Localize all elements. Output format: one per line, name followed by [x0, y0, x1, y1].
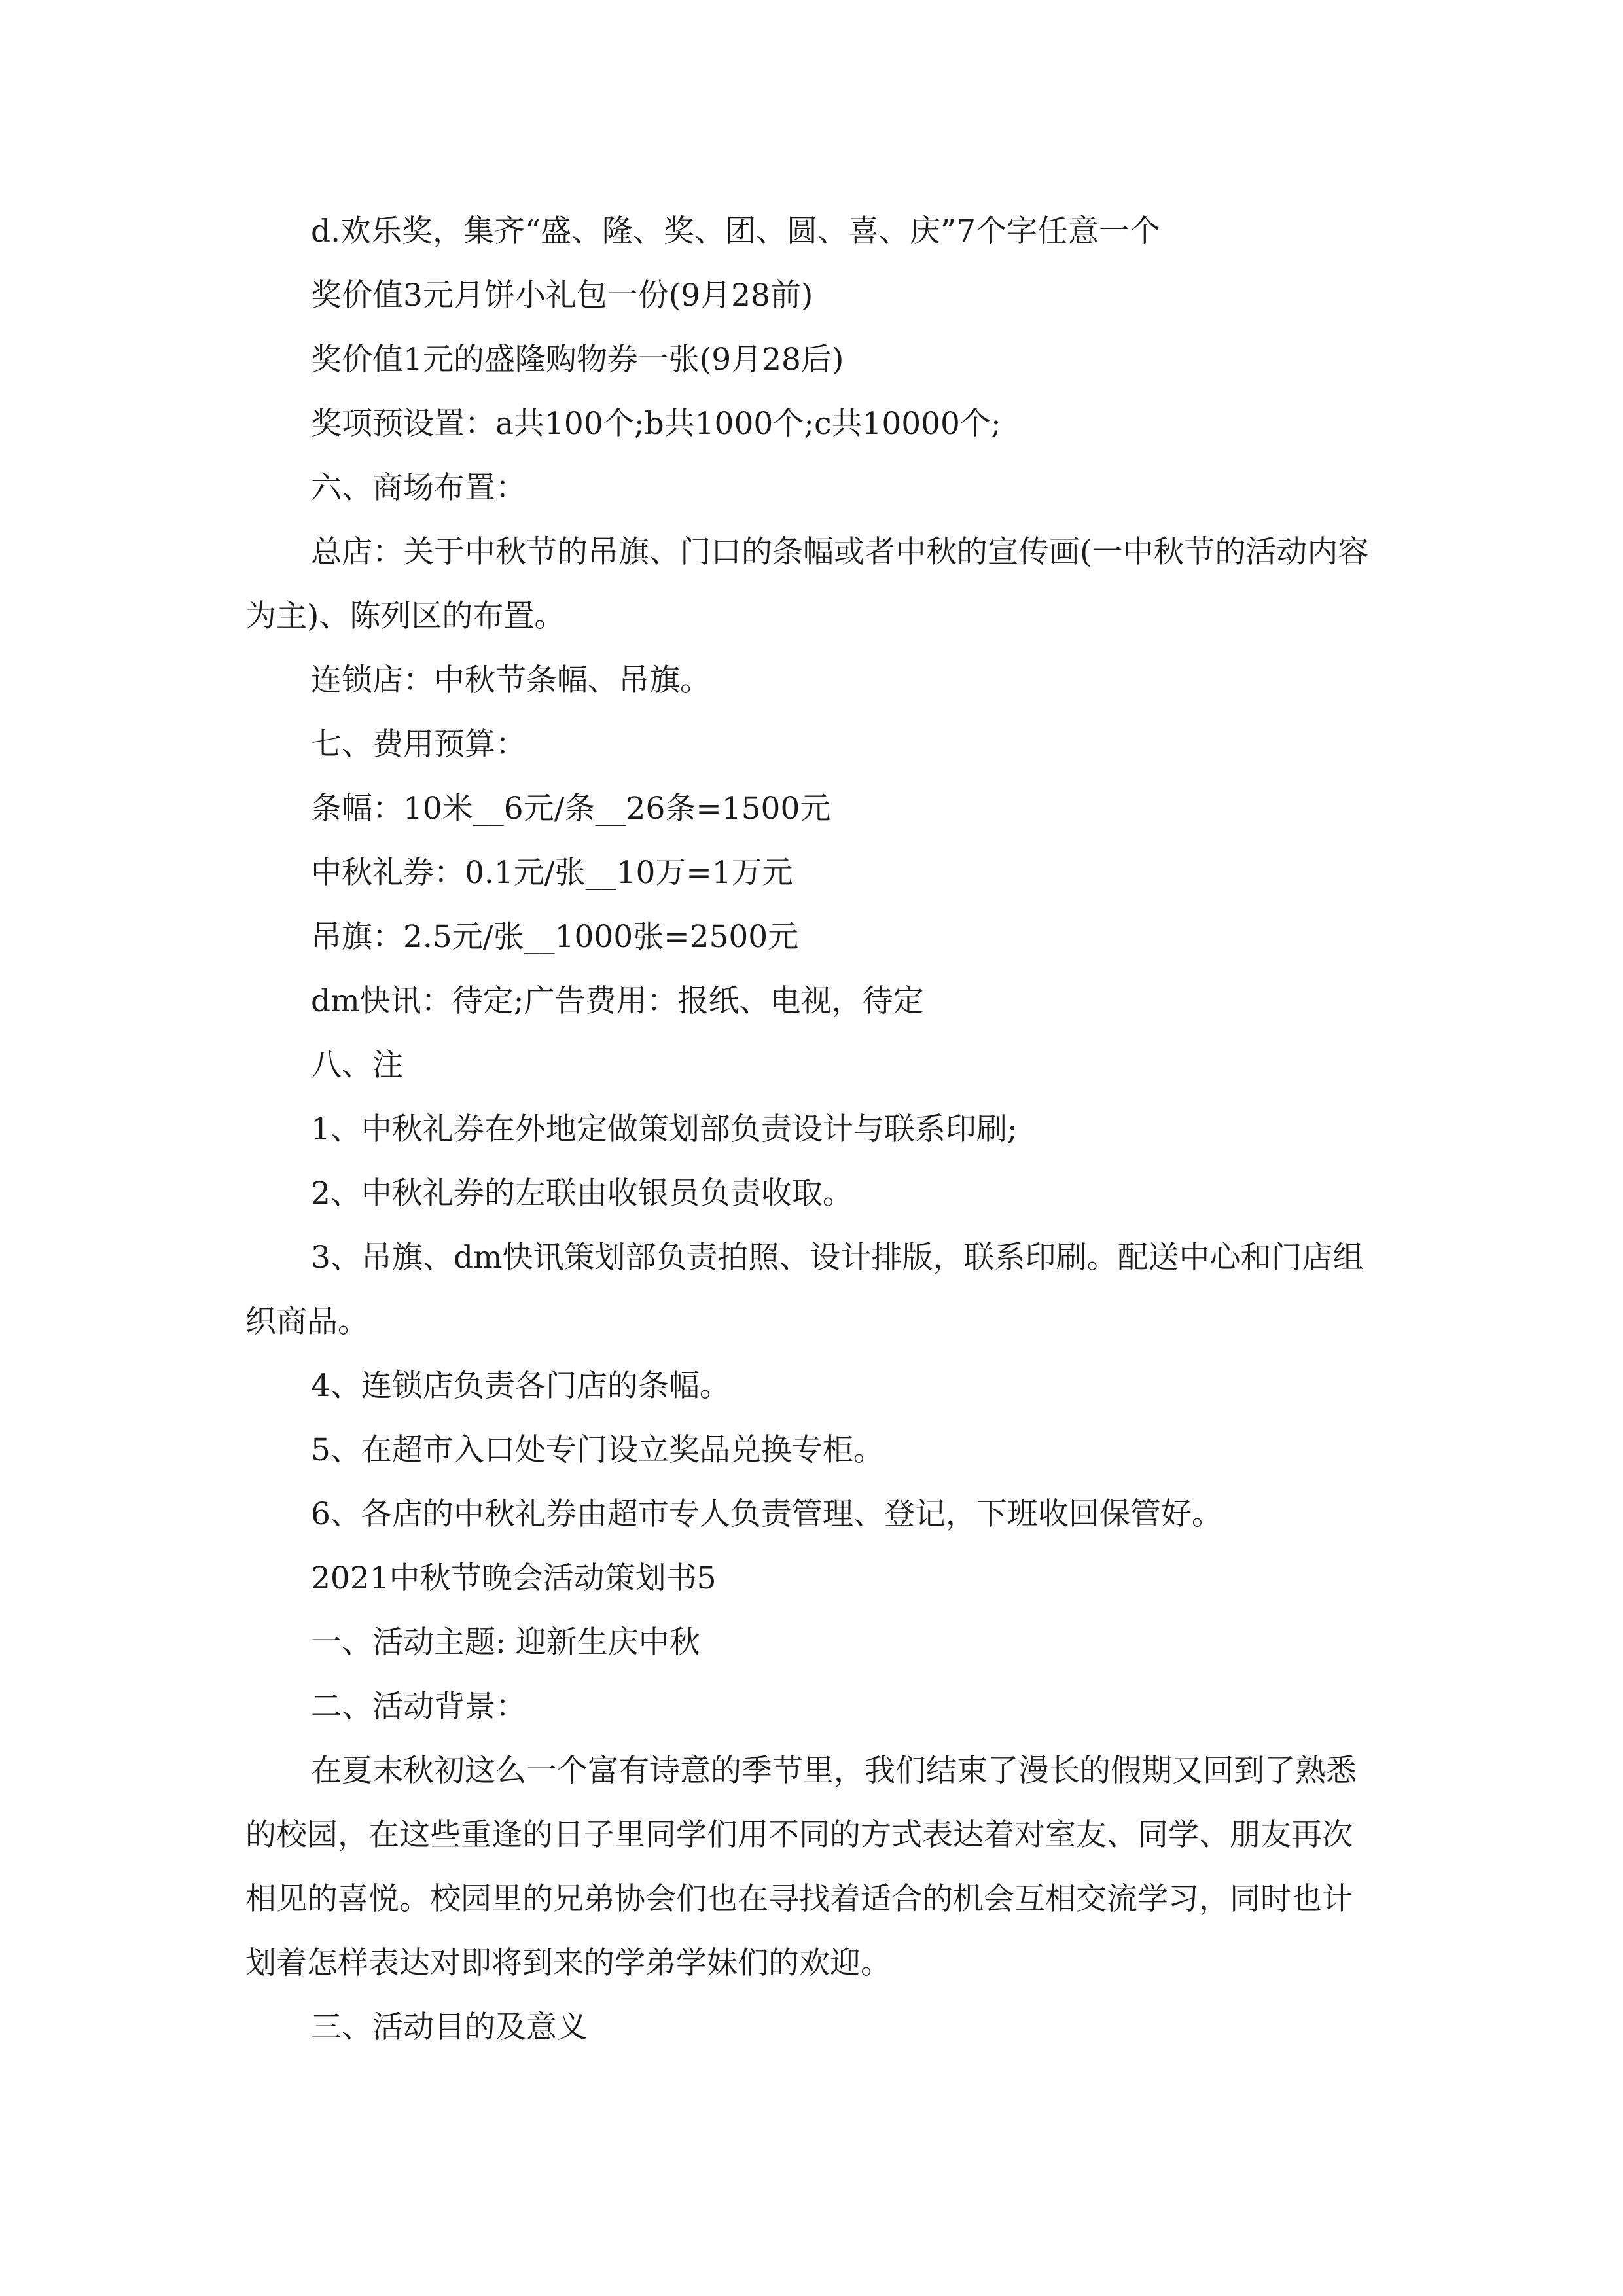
paragraph-note-1: 1、中秋礼券在外地定做策划部负责设计与联系印刷;: [311, 1111, 1018, 1147]
paragraph-chain-store: 连锁店：中秋节条幅、吊旗。: [311, 662, 711, 698]
paragraph-prize-d: d.欢乐奖，集齐“盛、隆、奖、团、圆、喜、庆”7个字任意一个: [311, 213, 1160, 249]
section-heading-theme: 一、活动主题: 迎新生庆中秋: [311, 1624, 700, 1660]
paragraph-budget-banner: 条幅：10米__6元/条__26条=1500元: [311, 791, 831, 827]
paragraph-budget-coupon: 中秋礼券：0.1元/张__10万=1万元: [311, 855, 793, 891]
paragraph-note-6: 6、各店的中秋礼券由超市专人负责管理、登记，下班收回保管好。: [311, 1496, 1222, 1532]
paragraph-main-store: 总店：关于中秋节的吊旗、门口的条幅或者中秋的宣传画(一中秋节的活动内容为主)、陈列区的布置。: [245, 534, 1369, 634]
document-body: [245, 200, 1381, 2060]
paragraph-note-3: 3、吊旗、dm快讯策划部负责拍照、设计排版，联系印刷。配送中心和门店组织商品。: [245, 1240, 1364, 1340]
section-heading-purpose: 三、活动目的及意义: [311, 2009, 588, 2045]
paragraph-note-5: 5、在超市入口处专门设立奖品兑换专柜。: [311, 1432, 884, 1468]
paragraph-note-4: 4、连锁店负责各门店的条幅。: [311, 1368, 730, 1404]
paragraph-note-2: 2、中秋礼券的左联由收银员负责收取。: [311, 1175, 853, 1211]
paragraph-budget-flag: 吊旗：2.5元/张__1000张=2500元: [311, 919, 799, 955]
section-heading-budget: 七、费用预算：: [311, 726, 526, 762]
document-subtitle: 2021中秋节晚会活动策划书5: [311, 1560, 717, 1596]
paragraph-background: 在夏末秋初这么一个富有诗意的季节里，我们结束了漫长的假期又回到了熟悉的校园，在这些重逢的日子里同学们用不同的方式表达着对室友、同学、朋友再次相见的喜悦。校园里的兄弟协会们也在寻找着适合的机会互相交流学习，同时也计划着怎样表达对即将到来的学弟学妹们的欢迎。: [245, 1753, 1357, 1981]
paragraph-prize-voucher: 奖价值1元的盛隆购物券一张(9月28后): [311, 342, 844, 378]
paragraph-budget-dm: dm快讯：待定;广告费用：报纸、电视，待定: [311, 983, 924, 1019]
section-heading-notes: 八、注: [311, 1047, 403, 1083]
section-heading-background: 二、活动背景：: [311, 1689, 526, 1725]
section-heading-mall-layout: 六、商场布置：: [311, 470, 526, 506]
paragraph-prize-quota: 奖项预设置：a共100个;b共1000个;c共10000个;: [311, 406, 1001, 442]
paragraph-prize-gift: 奖价值3元月饼小礼包一份(9月28前): [311, 278, 813, 314]
